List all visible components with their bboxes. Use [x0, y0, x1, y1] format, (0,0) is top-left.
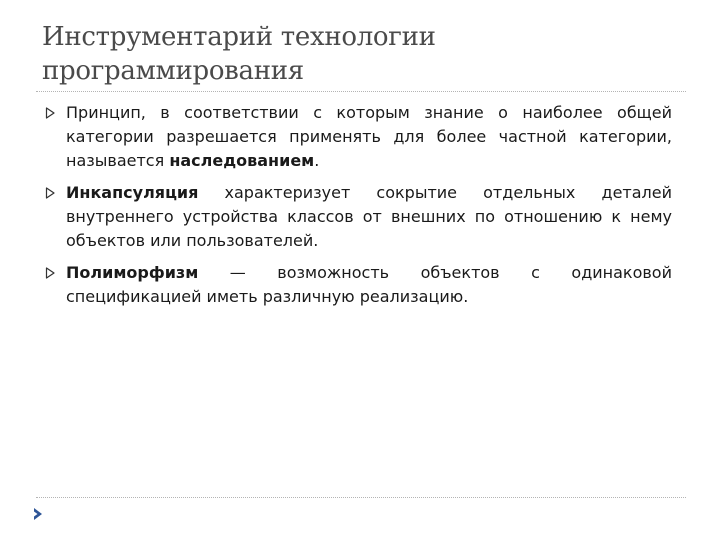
bullet-list	[44, 101, 672, 317]
slide-title	[42, 20, 682, 88]
footer-divider	[36, 497, 686, 498]
slide-title-line-2: программирования	[42, 56, 304, 86]
bullet-encapsulation-term: Инкапсуляция	[66, 183, 199, 202]
title-divider	[36, 91, 686, 92]
slide-title-line-1: Инструментарий технологии	[42, 22, 436, 52]
triangle-right-outline-icon	[44, 187, 56, 199]
bullet-inheritance-text: Принцип, в соответствии с которым знание о наиболее общей категории разрешается применять для более частной категории, называется	[66, 103, 672, 170]
bullet-polymorphism-text: — возможность объектов с одинаковой спецификацией иметь различную реализацию.	[66, 263, 672, 306]
bullet-polymorphism-term: Полиморфизм	[66, 263, 199, 282]
bullet-inheritance	[44, 101, 672, 173]
bullet-encapsulation	[44, 181, 672, 253]
triangle-right-outline-icon	[44, 107, 56, 119]
bullet-polymorphism	[44, 261, 672, 309]
bullet-encapsulation-text: характеризует сокрытие отдельных деталей внутреннего устройства классов от внешних по отношению к нему объектов или пользователей.	[66, 183, 672, 250]
bullet-inheritance-period: .	[314, 151, 320, 170]
bullet-inheritance-term: наследованием	[169, 151, 315, 170]
triangle-right-outline-icon	[44, 267, 56, 279]
chevron-right-navigation-icon[interactable]	[30, 506, 46, 522]
